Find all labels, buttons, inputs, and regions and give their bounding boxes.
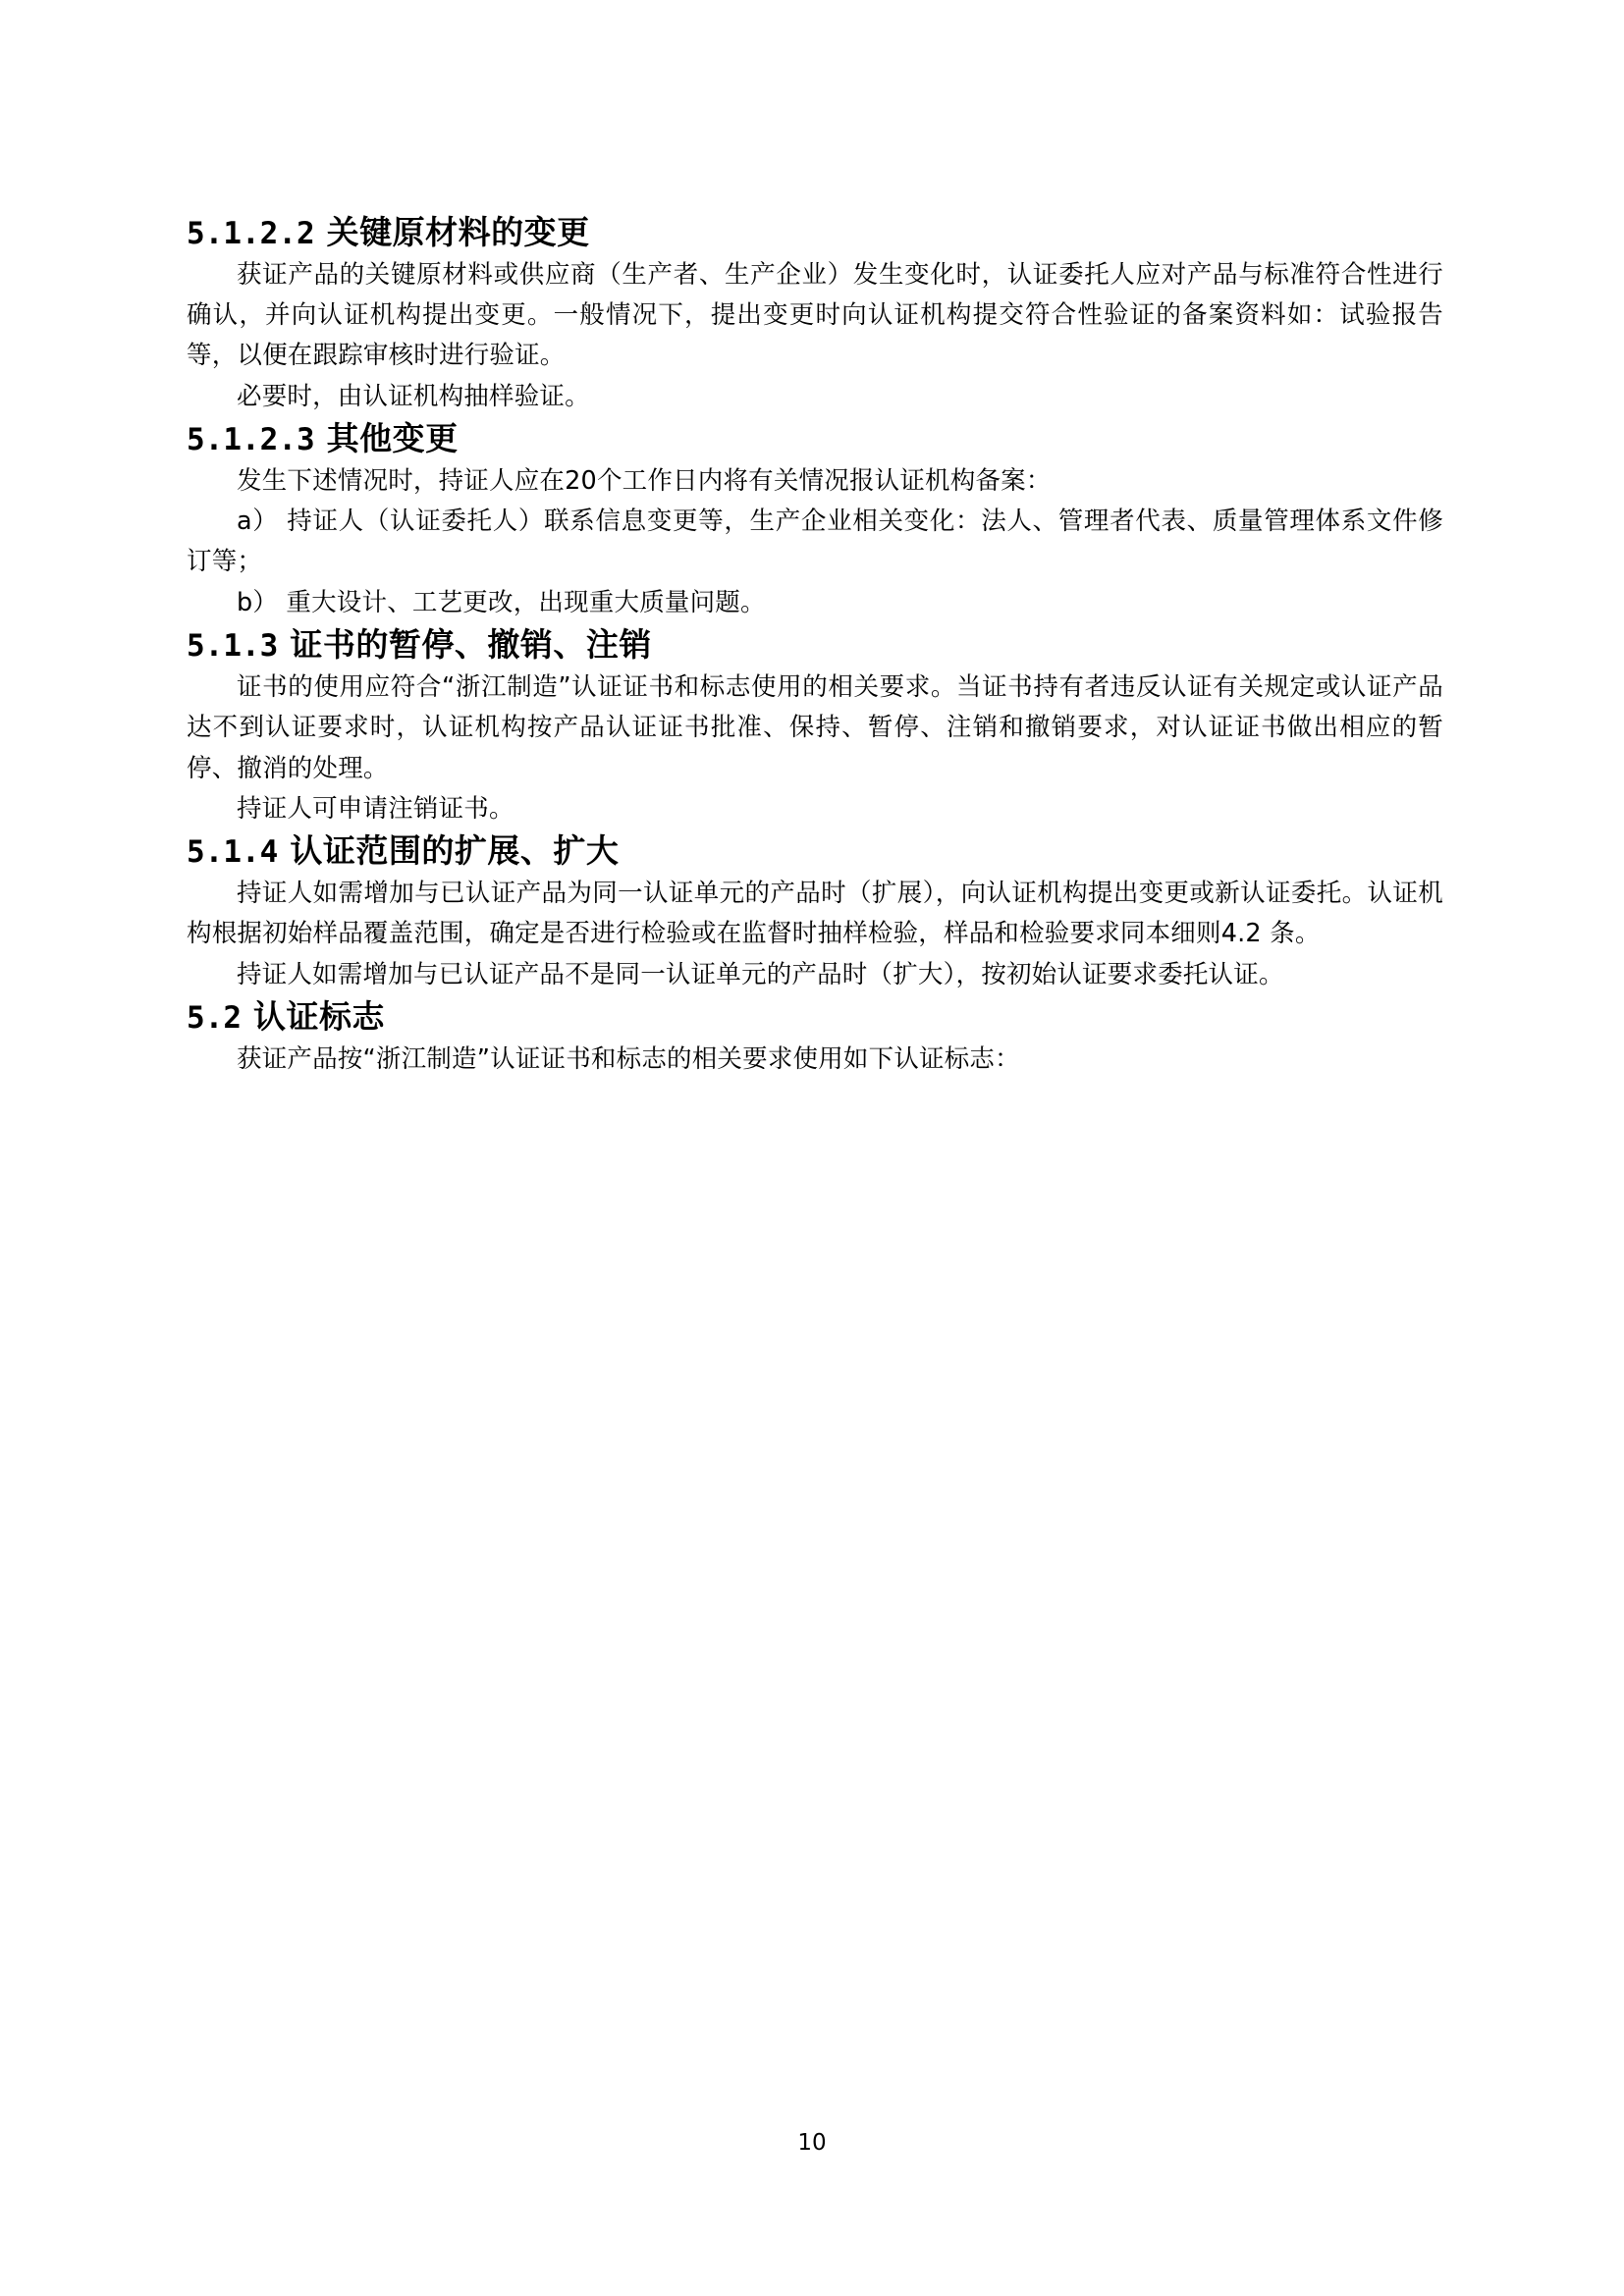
paragraph: 证书的使用应符合“浙江制造”认证证书和标志使用的相关要求。当证书持有者违反认证有关规定或认证产品达不到认证要求时，认证机构按产品认证证书批准、保持、暂停、注销和撤销要求，对认证证书做出相应的暂停、撤消的处理。 [187,671,1443,783]
page-number: 10 [797,2130,827,2156]
section-number: 5.1.4 [187,834,279,871]
section-title: 认证范围的扩展、扩大 [290,831,620,871]
section-number: 5.2 [187,999,242,1036]
list-item: b） 重大设计、工艺更改，出现重大质量问题。 [237,587,766,617]
section-title: 关键原材料的变更 [326,213,590,251]
paragraph: 持证人可申请注销证书。 [237,793,514,824]
paragraph: 发生下述情况时，持证人应在20个工作日内将有关情况报认证机构备案： [237,465,1052,496]
document-body [187,211,1443,1080]
section-heading-5-1-2-3 [187,417,1443,461]
paragraph: 持证人如需增加与已认证产品不是同一认证单元的产品时（扩大），按初始认证要求委托认证。 [237,959,1284,989]
section-heading-5-1-3 [187,623,1443,667]
section-number: 5.1.2.3 [187,422,315,458]
section-title: 其他变更 [326,419,459,458]
paragraph: 持证人如需增加与已认证产品为同一认证单元的产品时（扩展），向认证机构提出变更或新认证委托。认证机构根据初始样品覆盖范围，确定是否进行检验或在监督时抽样检验，样品和检验要求同本细则4.2 条。 [187,878,1443,949]
section-number: 5.1.2.2 [187,216,315,251]
list-item: a） 持证人（认证委托人）联系信息变更等，生产企业相关变化：法人、管理者代表、质量管理体系文件修订等； [187,507,1443,577]
section-number: 5.1.3 [187,628,279,665]
section-heading-5-2 [187,995,1443,1040]
section-heading-5-1-4 [187,829,1443,874]
paragraph: 获证产品按“浙江制造”认证证书和标志的相关要求使用如下认证标志： [237,1043,1020,1074]
paragraph: 必要时，由认证机构抽样验证。 [237,381,590,411]
section-heading-5-1-2-2 [187,211,1443,255]
section-title: 证书的暂停、撤销、注销 [290,625,652,665]
paragraph: 获证产品的关键原材料或供应商（生产者、生产企业）发生变化时，认证委托人应对产品与标准符合性进行确认，并向认证机构提出变更。一般情况下，提出变更时向认证机构提交符合性验证的备案资料如：试验报告等，以便在跟踪审核时进行验证。 [187,259,1443,371]
section-title: 认证标志 [253,996,385,1036]
